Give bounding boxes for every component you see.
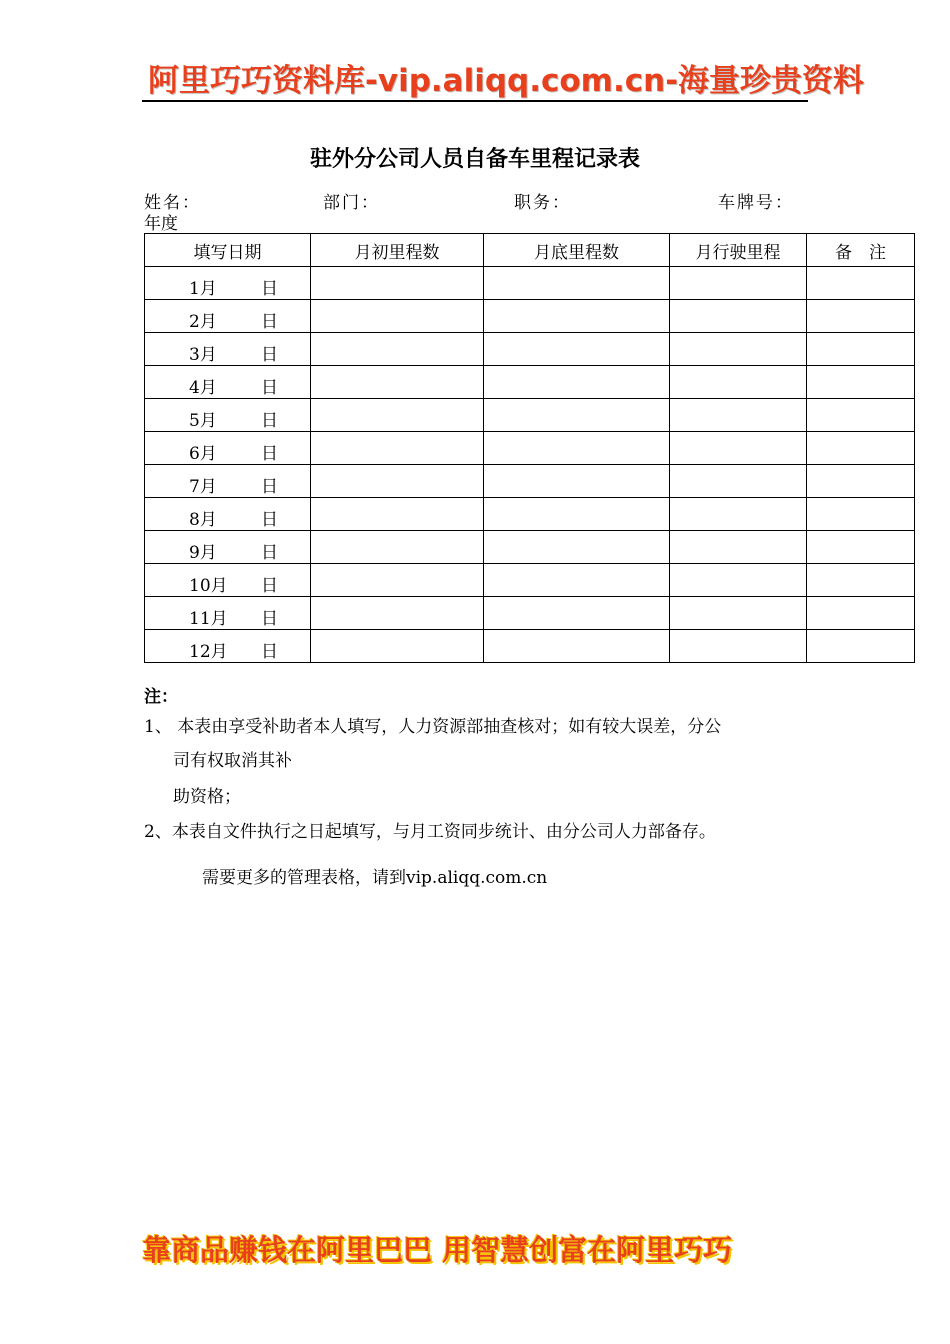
monthly-mileage-cell[interactable]	[670, 333, 807, 366]
month-label: 6月	[189, 444, 217, 464]
department-label: 部门：	[323, 193, 380, 213]
fill-date-cell[interactable]	[145, 399, 311, 432]
start-mileage-cell[interactable]	[311, 399, 484, 432]
end-mileage-cell[interactable]	[484, 465, 670, 498]
end-mileage-cell[interactable]	[484, 531, 670, 564]
header-end-mileage: 月底里程数	[484, 234, 670, 267]
table-row	[145, 300, 915, 333]
fill-date-cell[interactable]	[145, 597, 311, 630]
start-mileage-cell[interactable]	[311, 531, 484, 564]
end-mileage-cell[interactable]	[484, 399, 670, 432]
remarks-cell[interactable]	[807, 564, 915, 597]
table-row	[145, 465, 915, 498]
table-row	[145, 498, 915, 531]
month-label: 2月	[189, 312, 217, 332]
monthly-mileage-cell[interactable]	[670, 432, 807, 465]
end-mileage-cell[interactable]	[484, 630, 670, 663]
plate-number-label: 车牌号：	[718, 193, 794, 213]
end-mileage-cell[interactable]	[484, 267, 670, 300]
day-label: 日	[261, 576, 278, 596]
remarks-cell[interactable]	[807, 399, 915, 432]
remarks-cell[interactable]	[807, 465, 915, 498]
note-1-continued-2: 助资格；	[173, 787, 241, 807]
header-divider	[142, 100, 808, 102]
day-label: 日	[261, 411, 278, 431]
fill-date-cell[interactable]	[145, 630, 311, 663]
start-mileage-cell[interactable]	[311, 498, 484, 531]
month-label: 1月	[189, 279, 217, 299]
start-mileage-cell[interactable]	[311, 267, 484, 300]
more-forms-link-text: 需要更多的管理表格，请到vip.aliqq.com.cn	[202, 868, 548, 888]
day-label: 日	[261, 279, 278, 299]
start-mileage-cell[interactable]	[311, 333, 484, 366]
fill-date-cell[interactable]	[145, 465, 311, 498]
position-label: 职务：	[514, 193, 571, 213]
note-1: 1、 本表由享受补助者本人填写，人力资源部抽查核对；如有较大误差，分公	[144, 717, 722, 737]
month-label: 4月	[189, 378, 217, 398]
day-label: 日	[261, 543, 278, 563]
monthly-mileage-cell[interactable]	[670, 300, 807, 333]
day-label: 日	[261, 477, 278, 497]
mileage-table	[144, 233, 915, 663]
table-header-row	[145, 234, 915, 267]
table-row	[145, 399, 915, 432]
start-mileage-cell[interactable]	[311, 630, 484, 663]
start-mileage-cell[interactable]	[311, 465, 484, 498]
day-label: 日	[261, 510, 278, 530]
end-mileage-cell[interactable]	[484, 498, 670, 531]
monthly-mileage-cell[interactable]	[670, 465, 807, 498]
day-label: 日	[261, 312, 278, 332]
fill-date-cell[interactable]	[145, 498, 311, 531]
remarks-cell[interactable]	[807, 630, 915, 663]
monthly-mileage-cell[interactable]	[670, 399, 807, 432]
remarks-cell[interactable]	[807, 267, 915, 300]
end-mileage-cell[interactable]	[484, 300, 670, 333]
day-label: 日	[261, 378, 278, 398]
table-row	[145, 432, 915, 465]
remarks-cell[interactable]	[807, 300, 915, 333]
end-mileage-cell[interactable]	[484, 432, 670, 465]
table-row	[145, 597, 915, 630]
day-label: 日	[261, 609, 278, 629]
note-1-continued: 司有权取消其补	[173, 751, 292, 771]
table-row	[145, 531, 915, 564]
header-fill-date: 填写日期	[145, 234, 311, 267]
table-row	[145, 366, 915, 399]
fill-date-cell[interactable]	[145, 300, 311, 333]
monthly-mileage-cell[interactable]	[670, 498, 807, 531]
monthly-mileage-cell[interactable]	[670, 267, 807, 300]
fill-date-cell[interactable]	[145, 564, 311, 597]
start-mileage-cell[interactable]	[311, 432, 484, 465]
end-mileage-cell[interactable]	[484, 564, 670, 597]
monthly-mileage-cell[interactable]	[670, 597, 807, 630]
monthly-mileage-cell[interactable]	[670, 564, 807, 597]
year-label: 年度	[144, 214, 178, 234]
fill-date-cell[interactable]	[145, 333, 311, 366]
header-banner: 阿里巧巧资料库-vip.aliqq.com.cn-海量珍贵资料	[148, 63, 865, 99]
remarks-cell[interactable]	[807, 366, 915, 399]
monthly-mileage-cell[interactable]	[670, 366, 807, 399]
remarks-cell[interactable]	[807, 531, 915, 564]
note-2: 2、本表自文件执行之日起填写，与月工资同步统计、由分公司人力部备存。	[144, 822, 716, 842]
month-label: 3月	[189, 345, 217, 365]
table-row	[145, 333, 915, 366]
month-label: 12月	[189, 642, 228, 662]
name-label: 姓名：	[144, 193, 201, 213]
remarks-cell[interactable]	[807, 498, 915, 531]
end-mileage-cell[interactable]	[484, 333, 670, 366]
end-mileage-cell[interactable]	[484, 366, 670, 399]
monthly-mileage-cell[interactable]	[670, 531, 807, 564]
start-mileage-cell[interactable]	[311, 300, 484, 333]
fill-date-cell[interactable]	[145, 531, 311, 564]
month-label: 7月	[189, 477, 217, 497]
remarks-cell[interactable]	[807, 333, 915, 366]
table-row	[145, 564, 915, 597]
day-label: 日	[261, 642, 278, 662]
fill-date-cell[interactable]	[145, 432, 311, 465]
end-mileage-cell[interactable]	[484, 597, 670, 630]
day-label: 日	[261, 444, 278, 464]
monthly-mileage-cell[interactable]	[670, 630, 807, 663]
day-label: 日	[261, 345, 278, 365]
month-label: 10月	[189, 576, 228, 596]
header-remarks: 备 注	[807, 234, 915, 267]
start-mileage-cell[interactable]	[311, 597, 484, 630]
start-mileage-cell[interactable]	[311, 366, 484, 399]
remarks-cell[interactable]	[807, 597, 915, 630]
footer-banner: 靠商品赚钱在阿里巴巴 用智慧创富在阿里巧巧	[142, 1233, 733, 1267]
remarks-cell[interactable]	[807, 432, 915, 465]
month-label: 8月	[189, 510, 217, 530]
start-mileage-cell[interactable]	[311, 564, 484, 597]
month-label: 9月	[189, 543, 217, 563]
page-title: 驻外分公司人员自备车里程记录表	[309, 147, 640, 172]
month-label: 11月	[189, 609, 228, 629]
header-start-mileage: 月初里程数	[311, 234, 484, 267]
fill-date-cell[interactable]	[145, 267, 311, 300]
month-label: 5月	[189, 411, 217, 431]
fill-date-cell[interactable]	[145, 366, 311, 399]
notes-heading: 注：	[144, 687, 178, 707]
header-monthly-mileage: 月行驶里程	[670, 234, 807, 267]
table-row	[145, 267, 915, 300]
table-row	[145, 630, 915, 663]
